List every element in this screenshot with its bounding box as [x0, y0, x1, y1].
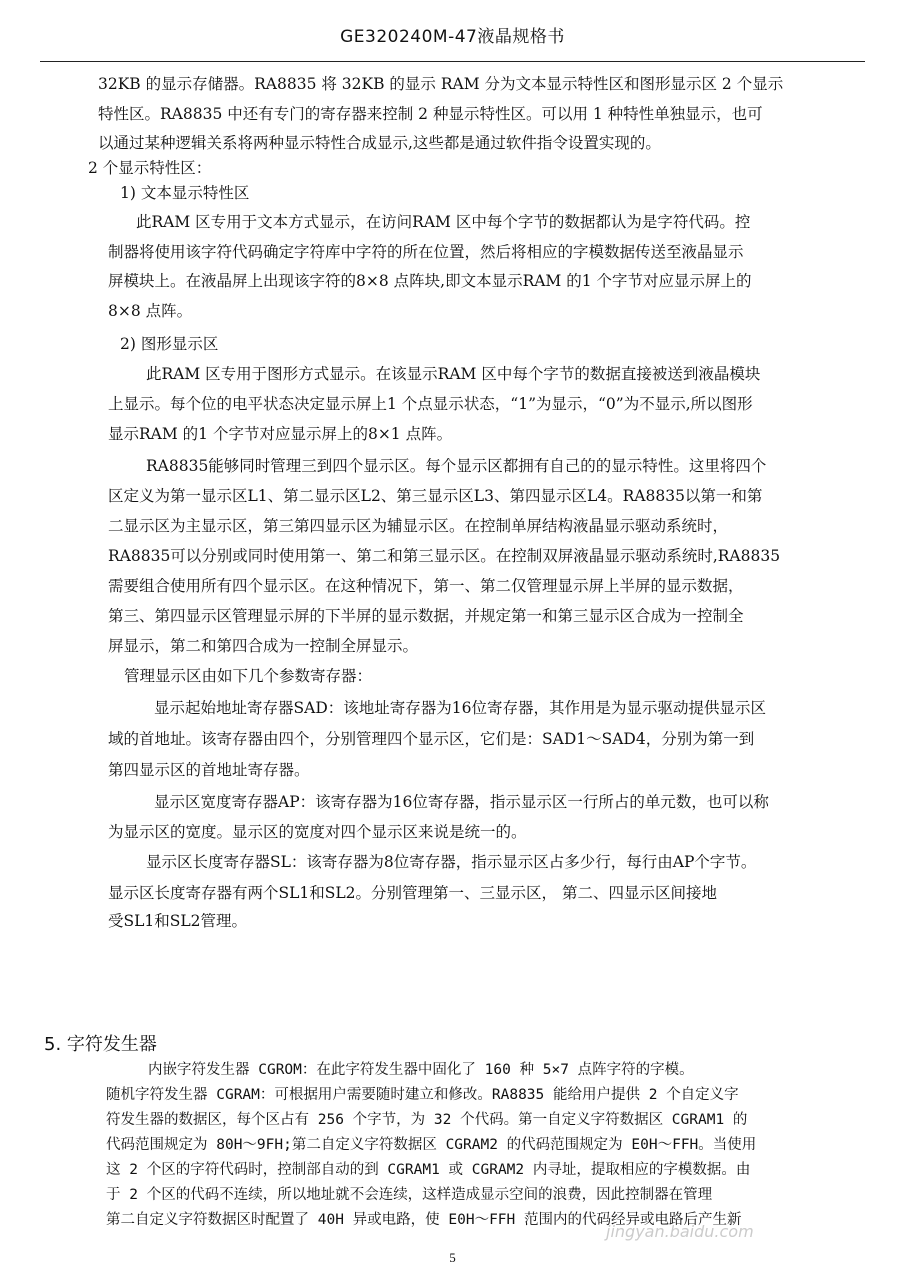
body-line: 需要组合使用所有四个显示区。在这种情况下，第一、第二仅管理显示屏上半屏的显示数据，: [108, 577, 744, 595]
subsection-heading: 2) 图形显示区: [120, 335, 219, 353]
body-line: 特性区。RA8835 中还有专门的寄存器来控制 2 种显示特性区。可以用 1 种特性单独显示，也可: [98, 105, 763, 123]
section-line: 第二自定义字符数据区时配置了 40H 异或电路，使 E0H～FFH 范围内的代码经异或电路后产生新: [106, 1212, 742, 1228]
body-line: 第三、第四显示区管理显示屏的下半屏的显示数据，并规定第一和第三显示区合成为一控制全: [108, 607, 744, 625]
list-heading: 2 个显示特性区：: [88, 159, 212, 177]
body-line: 为显示区的宽度。显示区的宽度对四个显示区来说是统一的。: [108, 823, 527, 841]
section-line: 符发生器的数据区，每个区占有 256 个字节，为 32 个代码。第一自定义字符数据区 CGRAM1 的: [106, 1112, 748, 1128]
body-line: 二显示区为主显示区，第三第四显示区为辅显示区。在控制单屏结构液晶显示驱动系统时，: [108, 517, 729, 535]
body-line: RA8835可以分别或同时使用第一、第二和第三显示区。在控制双屏液晶显示驱动系统时,RA8835: [108, 547, 781, 565]
body-line: 显示区长度寄存器SL：该寄存器为8位寄存器，指示显示区占多少行，每行由AP个字节。: [146, 853, 757, 871]
body-line: 以通过某种逻辑关系将两种显示特性合成显示,这些都是通过软件指令设置实现的。: [98, 134, 661, 152]
body-line: 显示RAM 的1 个字节对应显示屏上的8×1 点阵。: [108, 425, 453, 443]
section-line: 于 2 个区的代码不连续，所以地址就不会连续，这样造成显示空间的浪费，因此控制器在管理: [106, 1187, 713, 1203]
body-line: 此RAM 区专用于图形方式显示。在该显示RAM 区中每个字节的数据直接被送到液晶模块: [146, 365, 761, 383]
body-line: 受SL1和SL2管理。: [108, 912, 248, 930]
body-line: 32KB 的显示存储器。RA8835 将 32KB 的显示 RAM 分为文本显示特性区和图形显示区 2 个显示: [98, 75, 784, 93]
subsection-heading: 1) 文本显示特性区: [120, 184, 250, 202]
section-heading: 5. 字符发生器: [44, 1034, 157, 1055]
body-line: 上显示。每个位的电平状态决定显示屏上1 个点显示状态，“1”为显示，“0”为不显示,所以图形: [108, 395, 753, 413]
body-line: 8×8 点阵。: [108, 302, 193, 320]
body-line: 屏模块上。在液晶屏上出现该字符的8×8 点阵块,即文本显示RAM 的1 个字节对应显示屏上的: [108, 272, 752, 290]
body-line: 显示起始地址寄存器SAD：该地址寄存器为16位寄存器，其作用是为显示驱动提供显示区: [154, 699, 766, 717]
body-line: 制器将使用该字符代码确定字符库中字符的所在位置，然后将相应的字模数据传送至液晶显示: [108, 243, 744, 261]
body-line: 管理显示区由如下几个参数寄存器：: [124, 667, 373, 685]
body-line: 显示区宽度寄存器AP：该寄存器为16位寄存器，指示显示区一行所占的单元数，也可以称: [154, 793, 769, 811]
section-line: 内嵌字符发生器 CGROM：在此字符发生器中固化了 160 种 5×7 点阵字符的字模。: [148, 1062, 694, 1078]
body-line: 域的首地址。该寄存器由四个，分别管理四个显示区，它们是：SAD1～SAD4，分别为第一到: [108, 730, 755, 748]
header-divider: [40, 61, 865, 62]
watermark: jingyan.baidu.com: [606, 1222, 754, 1241]
section-line: 代码范围规定为 80H～9FH;第二自定义字符数据区 CGRAM2 的代码范围规定为 E0H～FFH。当使用: [106, 1137, 757, 1153]
body-line: 屏显示，第二和第四合成为一控制全屏显示。: [108, 637, 419, 655]
body-line: 此RAM 区专用于文本方式显示，在访问RAM 区中每个字节的数据都认为是字符代码。控: [136, 213, 751, 231]
section-line: 随机字符发生器 CGRAM：可根据用户需要随时建立和修改。RA8835 能给用户提供 2 个自定义字: [106, 1087, 739, 1103]
body-line: 第四显示区的首地址寄存器。: [108, 761, 310, 779]
page-number: 5: [449, 1250, 456, 1265]
body-line: 区定义为第一显示区L1、第二显示区L2、第三显示区L3、第四显示区L4。RA8835以第一和第: [108, 487, 763, 505]
document-header-title: GE320240M-47液晶规格书: [340, 27, 565, 47]
body-line: 显示区长度寄存器有两个SL1和SL2。分别管理第一、三显示区， 第二、四显示区间接地: [108, 884, 717, 902]
body-line: RA8835能够同时管理三到四个显示区。每个显示区都拥有自己的的显示特性。这里将四个: [146, 457, 767, 475]
section-line: 这 2 个区的字符代码时，控制部自动的到 CGRAM1 或 CGRAM2 内寻址，提取相应的字模数据。由: [106, 1162, 751, 1178]
